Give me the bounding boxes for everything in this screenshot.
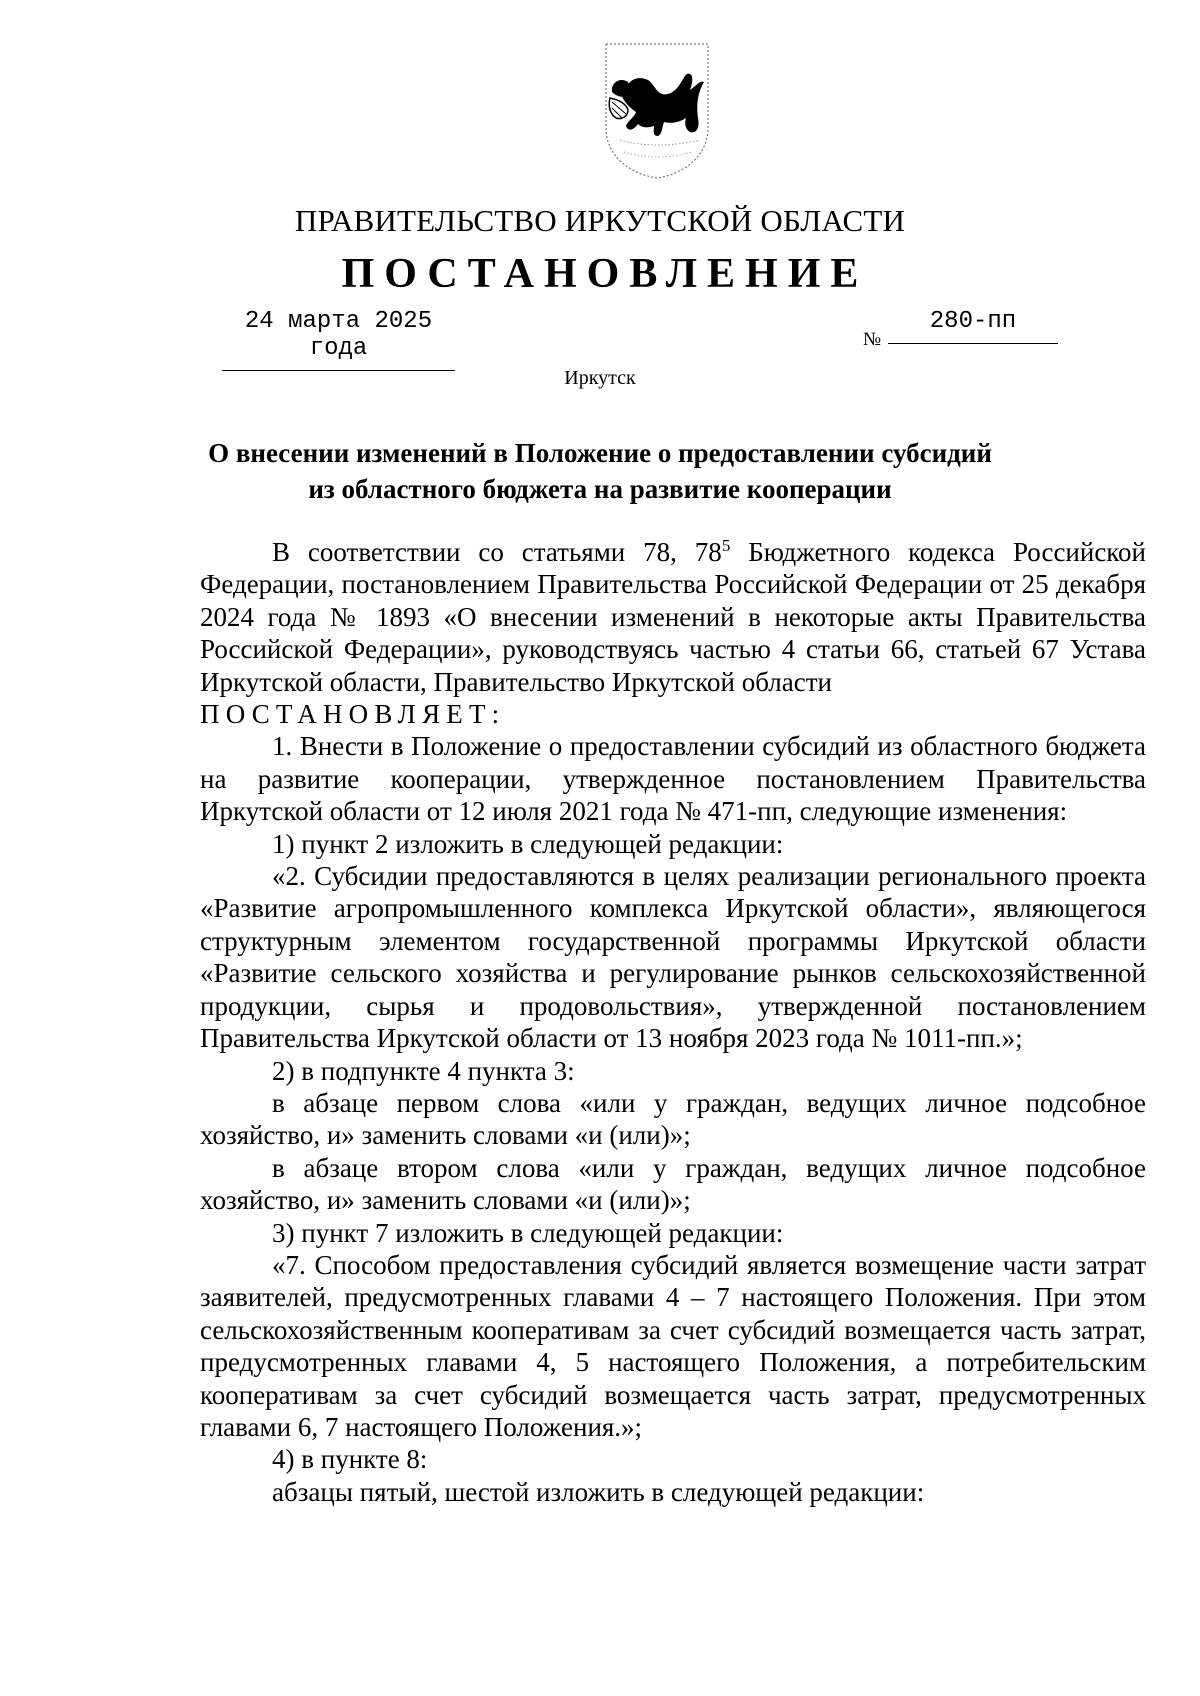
document-title-line-2: из областного бюджета на развитие кооперации — [308, 474, 892, 504]
number-label: № — [863, 329, 882, 350]
preamble-text-start: В соответствии со статьями 78, 78 — [272, 537, 722, 567]
body-paragraph: 1) пункт 2 изложить в следующей редакции: — [272, 828, 784, 859]
body-paragraph: 2) в подпункте 4 пункта 3: — [272, 1055, 575, 1086]
body-paragraph: 3) пункт 7 изложить в следующей редакции: — [272, 1217, 784, 1248]
body-paragraph: 4) в пункте 8: — [272, 1444, 428, 1475]
document-date: 24 марта 2025 года — [222, 308, 455, 371]
body-paragraph: абзацы пятый, шестой изложить в следующей редакции: — [272, 1476, 925, 1507]
article-superscript: 5 — [721, 536, 731, 555]
preamble-paragraph — [200, 536, 1146, 698]
document-type: ПОСТАНОВЛЕНИЕ — [341, 251, 869, 297]
document-number: 280-пп — [888, 308, 1058, 344]
body-paragraph: в абзаце первом слова «или у граждан, ведущих личное подсобное хозяйство, и» заменить словами «и (или)»; — [200, 1087, 1146, 1151]
document-body — [200, 536, 1146, 1508]
resolve-word: ПОСТАНОВЛЯЕТ: — [200, 699, 506, 730]
government-name: ПРАВИТЕЛЬСТВО ИРКУТСКОЙ ОБЛАСТИ — [294, 203, 906, 238]
city: Иркутск — [564, 367, 636, 389]
body-paragraph: 1. Внести в Положение о предоставлении субсидий из областного бюджета на развитие кооперации, утвержденное постановлением Правительства Иркутской области от 12 июля 2021 года № 471-пп, следующие изменения: — [200, 731, 1146, 827]
body-paragraph: в абзаце втором слова «или у граждан, ведущих личное подсобное хозяйство, и» заменить словами «и (или)»; — [200, 1152, 1146, 1216]
coat-of-arms-emblem — [600, 40, 714, 180]
document-title — [0, 435, 1200, 507]
document-title-line-1: О внесении изменений в Положение о предоставлении субсидий — [208, 438, 992, 468]
body-paragraph: «7. Способом предоставления субсидий является возмещение части затрат заявителей, предусмотренных главами 4 – 7 настоящего Положения. При этом сельскохозяйственным кооперативам за счет субсидий возмещается часть затрат, предусмотренных главами 4, 5 настоящего Положения, а потребительским кооперативам за счет субсидий возмещается часть затрат, предусмотренных главами 6, 7 настоящего Положения.»; — [200, 1249, 1146, 1442]
body-paragraph: «2. Субсидии предоставляются в целях реализации регионального проекта «Развитие агропромышленного комплекса Иркутской области», являющегося структурным элементом государственной программы Иркутской области «Развитие сельского хозяйства и регулирование рынков сельскохозяйственной продукции, сырья и продовольствия», утвержденной постановлением Правительства Иркутской области от 13 ноября 2023 года № 1011-пп.»; — [200, 861, 1146, 1054]
preamble-text-end: Бюджетного кодекса Российской Федерации, постановлением Правительства Российской Федерации от 25 декабря 2024 года № 1893 «О внесении изменений в некоторые акты Правительства Российской Федерации», руководствуясь частью 4 статьи 66, статьей 67 Устава Иркутской области, Правительство Иркутской области — [200, 537, 1146, 697]
